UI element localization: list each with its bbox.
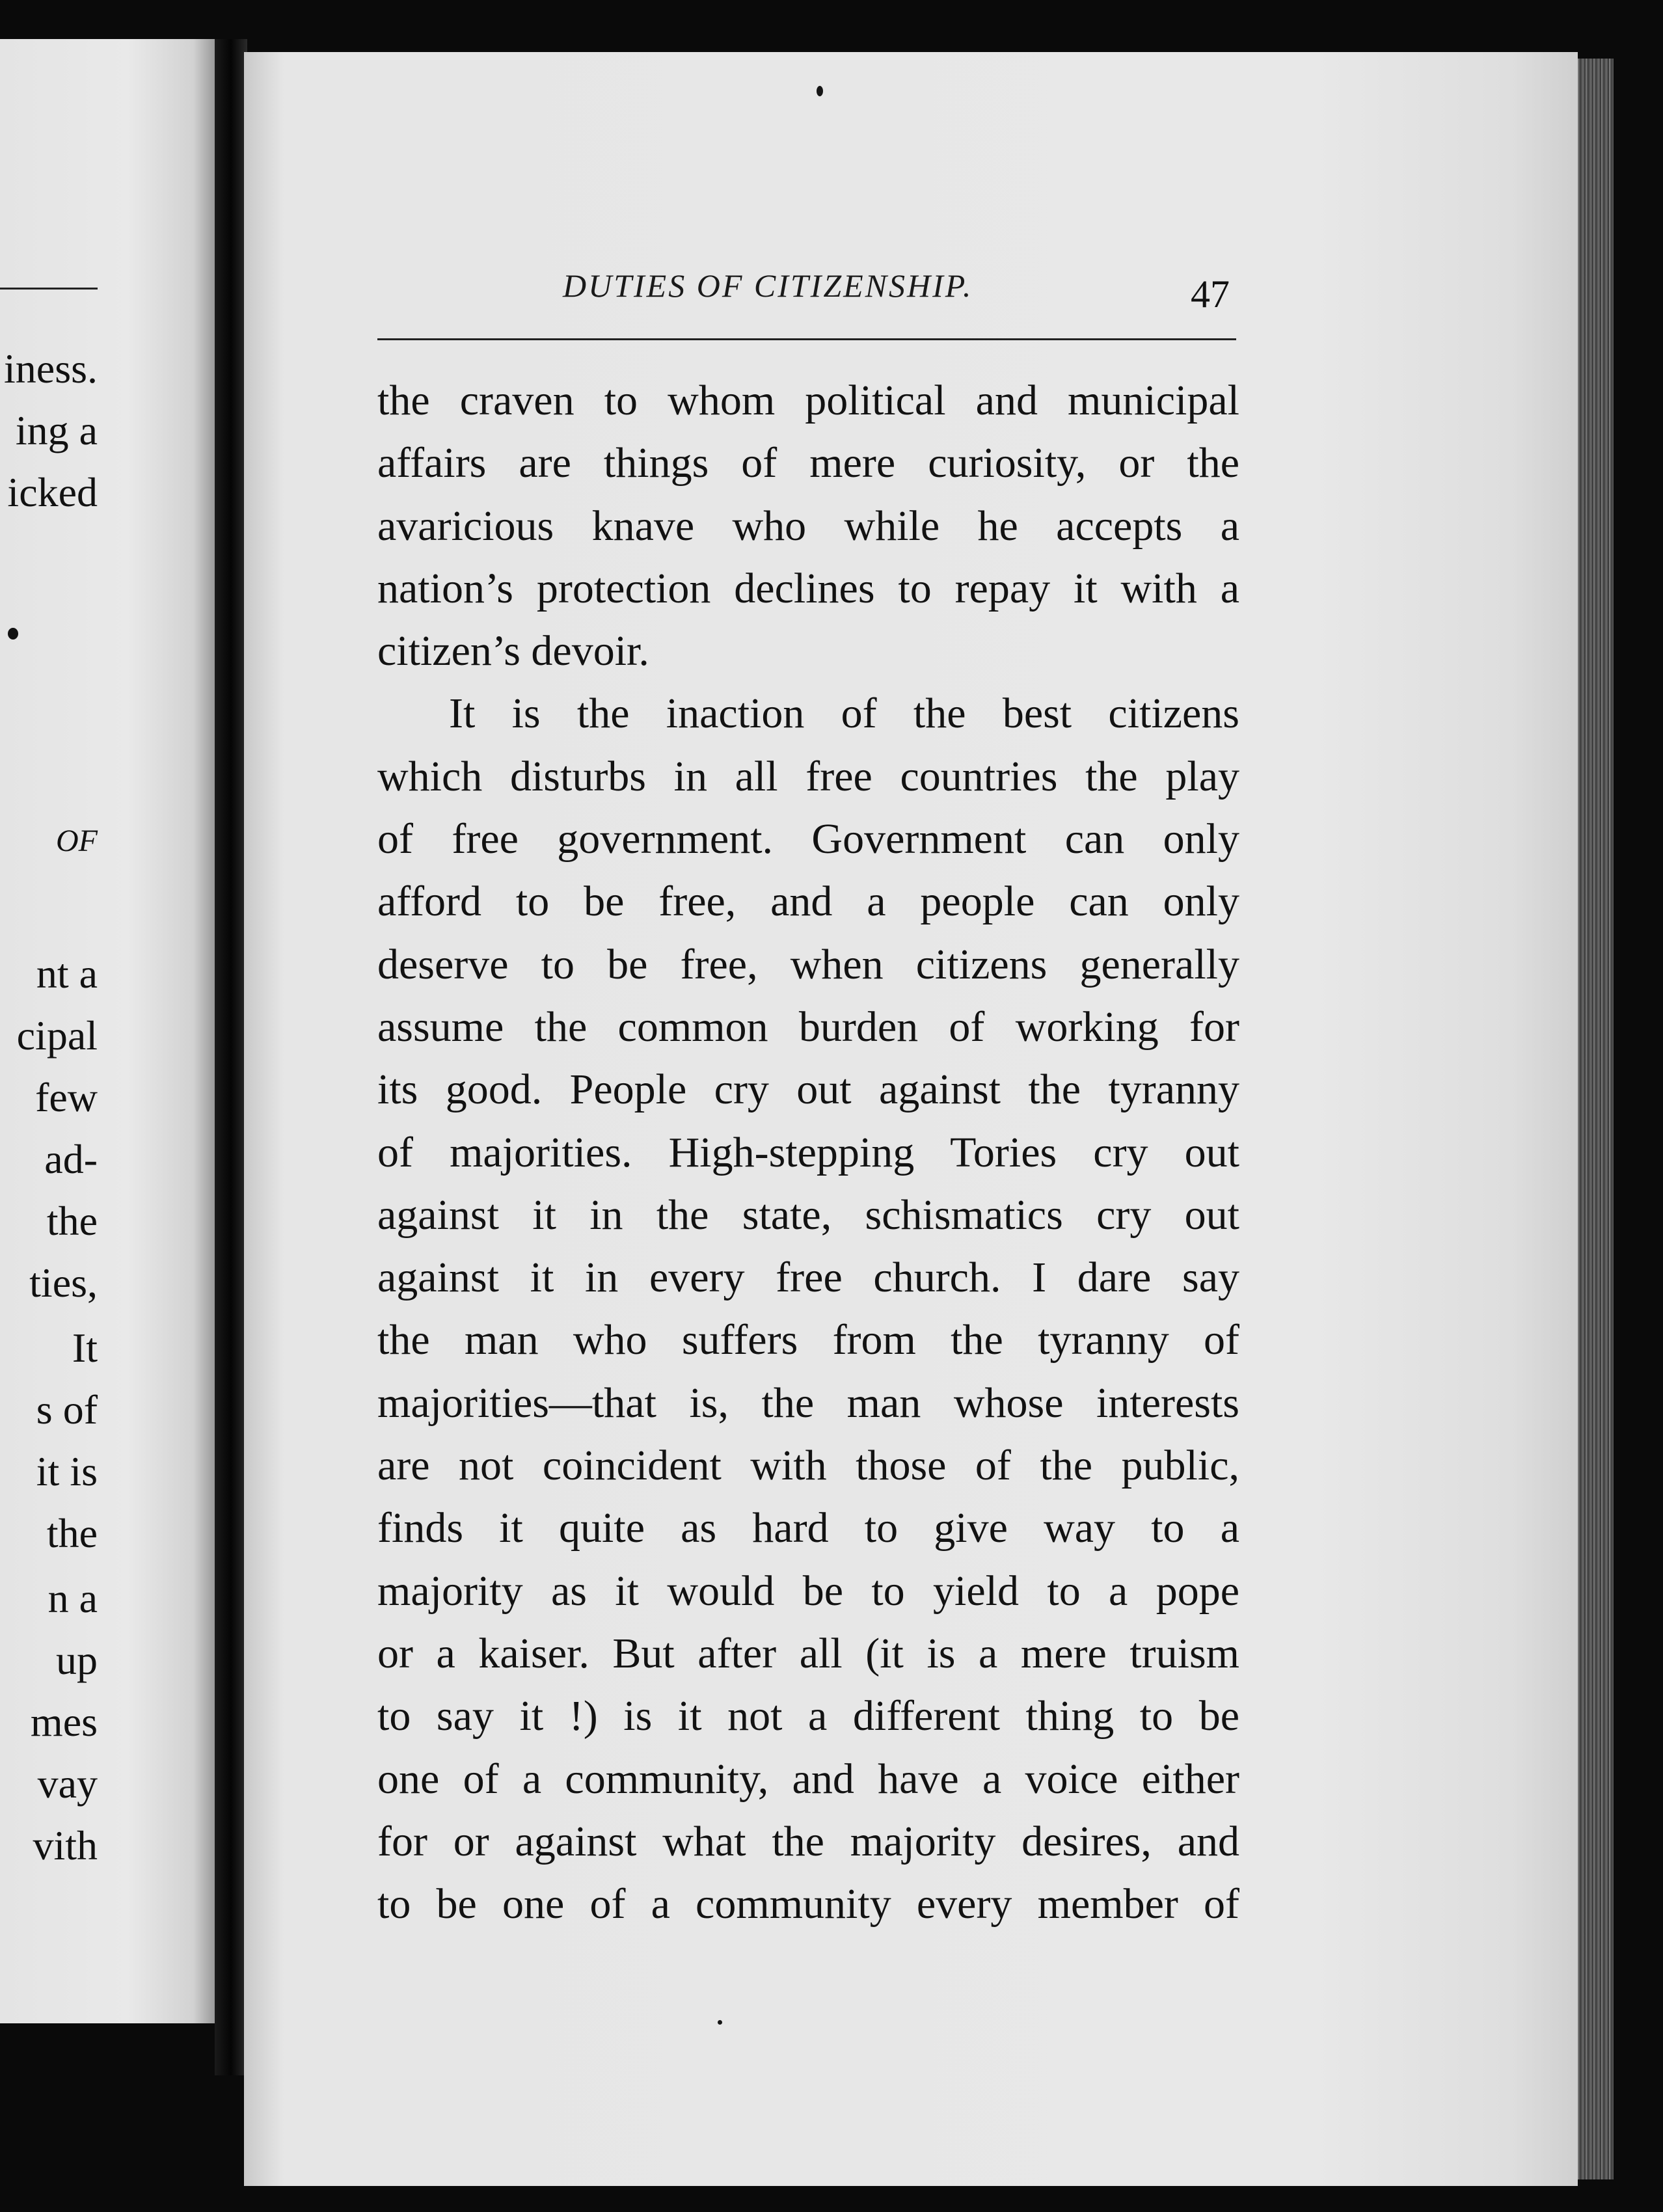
book-gutter [215,39,247,2075]
page-header [244,215,1578,316]
ink-speck [817,86,823,96]
text-line: against it in every free church. I dare say [377,1254,1239,1302]
text-line: majority as it would be to yield to a pope [377,1567,1239,1615]
left-fragment: nt a [36,951,98,997]
left-fragment: ties, [29,1260,98,1306]
text-line: for or against what the majority desires, and [377,1817,1239,1865]
left-fragment: the [46,1510,98,1556]
paragraph-start-line: It is the inaction of the best citizens [449,690,1239,738]
text-line: one of a community, and have a voice either [377,1755,1239,1803]
left-bullet-mark [8,628,18,640]
right-page [244,52,1578,2186]
text-line: nation’s protection declines to repay it with a [377,564,1239,612]
text-line: or a kaiser. But after all (it is a mere truism [377,1629,1239,1677]
left-fragment: It [72,1325,98,1371]
text-line: against it in the state, schismatics cry out [377,1191,1239,1239]
left-header-rule [0,288,98,290]
left-fragment: the [46,1198,98,1244]
text-line: majorities—that is, the man whose interests [377,1379,1239,1427]
left-fragment: n a [47,1575,98,1621]
left-fragment: up [56,1637,98,1683]
page-number: 47 [1191,273,1230,316]
text-line: its good. People cry out against the tyranny [377,1066,1239,1114]
text-line: affairs are things of mere curiosity, or the [377,439,1239,487]
text-line: the man who suffers from the tyranny of [377,1316,1239,1364]
text-line: to be one of a community every member of [377,1880,1239,1928]
text-line: are not coincident with those of the public, [377,1442,1239,1490]
text-line: of majorities. High-stepping Tories cry out [377,1128,1239,1176]
left-fragment: few [35,1074,98,1120]
left-fragment: vith [33,1822,98,1868]
page-edge-stack [1578,59,1614,2179]
header-rule [377,338,1236,340]
left-fragment: cipal [16,1012,98,1059]
text-line: to say it !) is it not a different thing to be [377,1692,1239,1740]
ink-speck [718,2020,722,2025]
text-line: finds it quite as hard to give way to a [377,1504,1239,1552]
left-facing-page [0,39,215,2023]
left-fragment: s of [36,1386,98,1433]
left-fragment: ad- [44,1136,98,1182]
running-title: DUTIES OF CITIZENSHIP. [563,267,973,304]
left-fragment: icked [7,469,98,515]
text-line: deserve to be free, when citizens generally [377,940,1239,988]
text-line: the craven to whom political and municipal [377,377,1239,424]
left-fragment: iness. [4,345,98,392]
left-fragment: mes [30,1699,98,1745]
body-text [377,370,1239,1936]
text-line: afford to be free, and a people can only [377,878,1239,926]
left-fragment: ing a [15,407,98,453]
left-fragment: it is [36,1448,98,1494]
text-line: avaricious knave who while he accepts a [377,502,1239,550]
text-line: of free government. Government can only [377,815,1239,863]
text-line: assume the common burden of working for [377,1003,1239,1051]
text-line: citizen’s devoir. [377,627,649,675]
left-fragment: OF [56,824,98,858]
text-line: which disturbs in all free countries the play [377,752,1239,800]
left-fragment: vay [37,1760,98,1807]
